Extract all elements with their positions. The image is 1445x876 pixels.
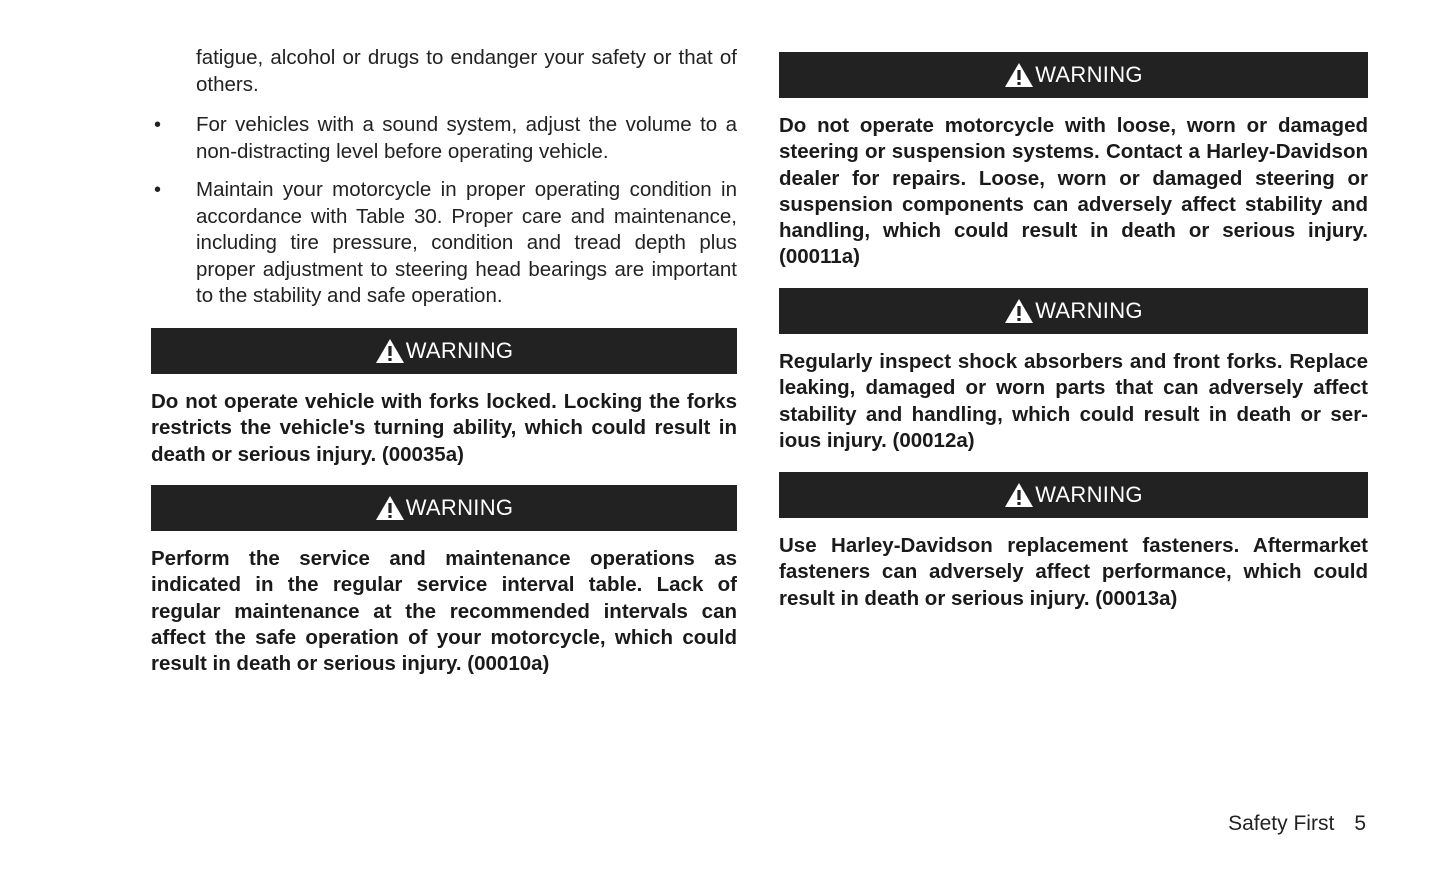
warning-text: Do not operate motorcycle with loose, worn or damaged steering or suspension systems. Contact a Harley-Davidson dealer for repairs. Loose, worn or damaged steering or suspension components can adversely affect stability and handling, which could result in death or serious injury. (00011a) — [779, 114, 1368, 269]
bullet-text: For vehicles with a sound system, adjust the volume to a non-distracting level before operating vehicle. — [196, 113, 737, 163]
warning-label: WARNING — [1035, 62, 1143, 87]
section-title: Safety First — [1228, 812, 1335, 835]
warning-header — [151, 328, 737, 374]
bullet-text: Maintain your motorcycle in proper operating condition in accordance with Table 30. Proper care and maintenance, including tire pressure, condition and tread depth plus proper adjustment to steering head bearings are important to the stability and safe operation. — [196, 178, 737, 307]
bullet-item — [154, 112, 737, 165]
warning-header — [151, 485, 737, 531]
warning-triangle-icon — [1004, 62, 1034, 88]
warning-label: WARNING — [405, 338, 514, 363]
page-footer — [1228, 812, 1366, 836]
bullet-marker: • — [154, 114, 162, 136]
warning-text: Perform the service and maintenance operations as indicated in the regular service interval table. Lack of regular maintenance at the recommended intervals can affect the safe operation of your motorcycle, which could result in death or serious injury. (00010a) — [151, 547, 737, 676]
warning-label: WARNING — [405, 495, 514, 520]
warning-label: WARNING — [1035, 298, 1143, 323]
warning-text: Use Harley-Davidson replacement fasteners. Aftermarket fasteners can adversely affect performance, which could result in death or serious injury. (00013a) — [779, 534, 1368, 610]
page-number: 5 — [1354, 812, 1366, 835]
bullet-marker: • — [154, 179, 162, 201]
warning-text: Regularly inspect shock absorbers and front forks. Replace leaking, damaged or worn parts that can adversely affect stability and handling, which could result in death or serious injury. (00012a) — [779, 350, 1368, 452]
warning-header — [779, 288, 1368, 334]
warning-triangle-icon — [375, 338, 405, 364]
warning-triangle-icon — [1004, 298, 1034, 324]
intro-paragraph: fatigue, alcohol or drugs to endanger your safety or that of others. — [196, 46, 737, 96]
warning-label: WARNING — [1035, 482, 1143, 507]
warning-triangle-icon — [1004, 482, 1034, 508]
warning-header — [779, 472, 1368, 518]
warning-triangle-icon — [375, 495, 405, 521]
warning-header — [779, 52, 1368, 98]
bullet-item — [154, 177, 737, 310]
warning-text: Do not operate vehicle with forks locked. Locking the forks restricts the vehicle's turning ability, which could result in death or serious injury. (00035a) — [151, 390, 737, 466]
